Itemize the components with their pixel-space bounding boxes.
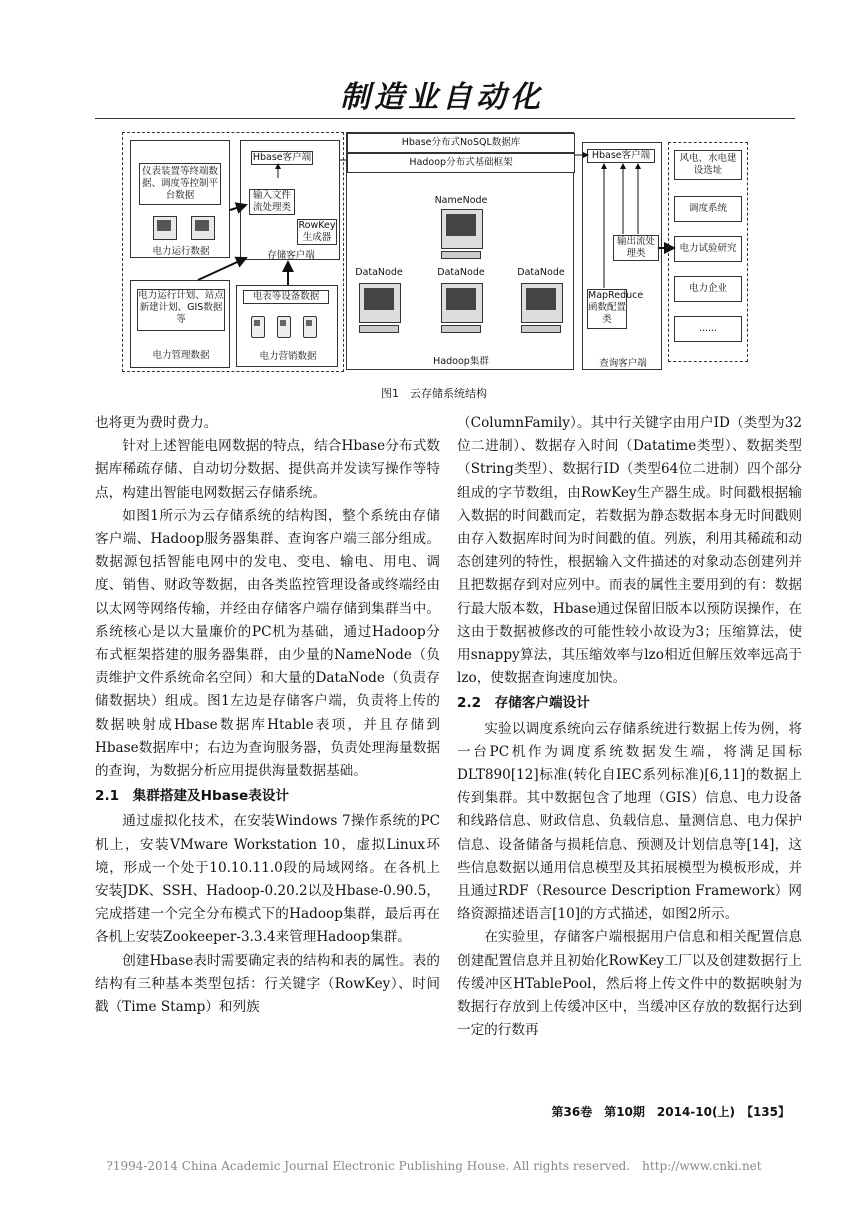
fig-datanode-2: DataNode — [437, 267, 485, 278]
fig-query-label: 查询客户端 — [599, 358, 647, 369]
paragraph: 针对上述智能电网数据的特点，结合Hbase分布式数据库稀疏存储、自动切分数据、提供高并发读写操作等特点，构建出智能电网数据云存储系统。 — [95, 438, 440, 501]
header-rule — [95, 118, 795, 119]
figure-caption: 图1 云存储系统结构 — [381, 387, 487, 400]
fig-cluster-label: Hadoop集群 — [433, 356, 489, 367]
fig-app-5: ...... — [674, 316, 742, 342]
paragraph: （ColumnFamily）。其中行关键字由用户ID（类型为32位二进制）、数据存入时间（Datatime类型）、数据类型（String类型）、数据行ID（类型64位二进制）四个部分组成的字节数组，由RowKey生产器生成。时间戳根据输入数据的时间戳而定，若数据为静态数据本身无时间戳则由存入数据库时间为时间戳的值。列族，利用其稀疏和动态创建列的特性，根据输入文件描述的对象动态创建列并且把数据存到对应列中。而表的属性主要用到的有：数据行最大版本数，Hbase通过保留旧版本以预防误操作，在这由于数据被修改的可能性较小故设为3；压缩算法，使用snappy算法，其压缩效率与lzo相近但解压效率远高于lzo，使数据查询速度加快。 — [457, 415, 802, 687]
journal-logo: 制造业自动化 — [340, 80, 544, 115]
fig-src2: 电力运行计划、站点新建计划、GIS数据等 — [137, 289, 225, 331]
fig-hbase-client-right: Hbase客户端 — [587, 149, 655, 163]
right-column — [457, 412, 802, 1042]
fig-output: 输出流处理类 — [613, 235, 659, 261]
fig-datanode-1: DataNode — [355, 267, 403, 278]
fig-src3: 电表等设备数据 — [243, 290, 329, 304]
fig-arrows — [118, 130, 750, 378]
section-heading: 2.2 存储客户端设计 — [457, 695, 590, 712]
paragraph: 实验以调度系统向云存储系统进行数据上传为例，将一台PC机作为调度系统数据发生端，将满足国标DLT890[12]标准(转化自IEC系列标准)[6,11]的数据上传到集群。其中数据包含了地理（GIS）信息、电力设备和线路信息、财政信息、负载信息、量测信息、电力保护信息、设备储备与损耗信息、预测及计划信息等[14]，这些信息数据以通用信息模型及其拓展模型为模板形成，并且通过RDF（Resource Description Framework）网络资源描述语言[10]的方式描述，如图2所示。 — [457, 720, 802, 923]
fig-datanode-3: DataNode — [517, 267, 565, 278]
fig-src2-label: 电力管理数据 — [152, 350, 210, 361]
fig-src3-label: 电力营销数据 — [259, 351, 317, 362]
paragraph: 也将更为费时费力。 — [95, 415, 218, 431]
paragraph: 如图1所示为云存储系统的结构图，整个系统由存储客户端、Hadoop服务器集群、查询客户端三部分组成。数据源包括智能电网中的发电、变电、输电、用电、调度、销售、财政等数据，由各类监控管理设备或终端经由以太网等网络传输，并经由存储客户端存储到集群当中。系统核心是以大量廉价的PC机为基础，通过Hadoop分布式框架搭建的服务器集群，由少量的NameNode（负责维护文件系统命名空间）和大量的DataNode（负责存储数据块）组成。图1左边是存储客户端，负责将上传的数据映射成Hbase数据库Htable表项，并且存储到Hbase数据库中；右边为查询服务器，负责处理海量数据的查询，为数据分析应用提供海量数据基础。 — [95, 507, 440, 780]
left-column — [95, 412, 440, 1019]
fig-app-2: 调度系统 — [674, 196, 742, 222]
fig-app-3: 电力试验研究 — [674, 236, 742, 262]
fig-hadoop-fw: Hadoop分布式基础框架 — [347, 153, 575, 173]
section-heading: 2.1 集群搭建及Hbase表设计 — [95, 788, 290, 805]
fig-rowkey: RowKey生成器 — [298, 220, 336, 243]
fig-src1-label: 电力运行数据 — [152, 246, 210, 257]
fig-mapreduce: MapReduce函数配置类 — [587, 289, 627, 329]
watermark: ?1994-2014 China Academic Journal Electronic Publishing House. All rights reserved. http://www.cnki.net — [106, 1159, 762, 1173]
fig-hbase-client-left: Hbase客户端 — [252, 152, 312, 163]
fig-src1: 仪表装置等终端数据、调度等控制平台数据 — [139, 163, 221, 205]
fig-app-1: 风电、水电建设选址 — [674, 150, 742, 180]
paragraph: 通过虚拟化技术，在安装Windows 7操作系统的PC机上，安装VMware Workstation 10，虚拟Linux环境，形成一个处于10.10.11.0段的局域网络。在各机上安装JDK、SSH、Hadoop-0.20.2以及Hbase-0.90.5，完成搭建一个完全分布模式下的Hadoop集群，最后再在各机上安装Zookeeper-3.3.4来管理Hadoop集群。 — [95, 813, 440, 946]
paragraph: 在实验里，存储客户端根据用户信息和相关配置信息创建配置信息并且初始化RowKey工厂以及创建数据行上传缓冲区HTablePool，然后将上传文件中的数据映射为数据行存放到上传缓冲区中，当缓冲区存放的数据行达到一定的行数再 — [457, 929, 802, 1039]
page-footer: 第36卷 第10期 2014-10(上) 【135】 — [551, 1105, 790, 1119]
fig-input-file: 输入文件流处理类 — [249, 189, 295, 215]
fig-app-4: 电力企业 — [674, 276, 742, 302]
figure — [118, 130, 750, 378]
fig-namenode: NameNode — [434, 195, 488, 206]
paragraph: 创建Hbase表时需要确定表的结构和表的属性。表的结构有三种基本类型包括：行关键字（RowKey）、时间戳（Time Stamp）和列族 — [95, 952, 440, 1016]
fig-nosql: Hbase分布式NoSQL数据库 — [347, 133, 575, 153]
fig-storage-client-label: 存储客户端 — [267, 250, 315, 261]
